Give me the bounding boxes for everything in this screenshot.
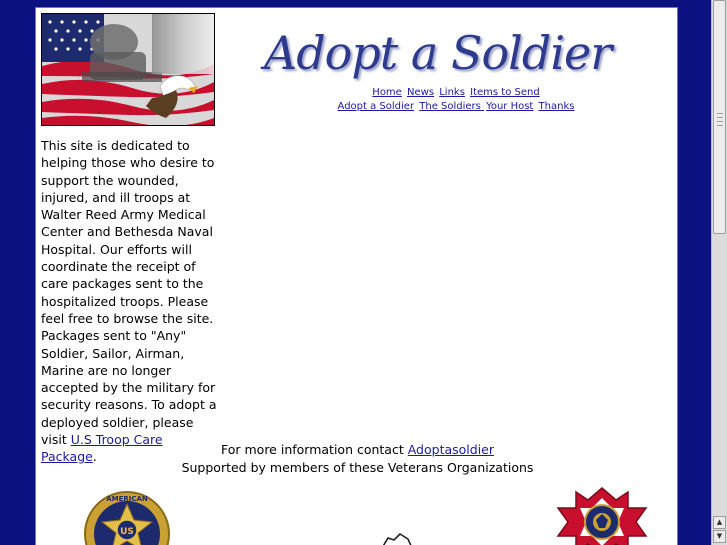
site-title: Adopt a Soldier [264, 26, 612, 80]
nav-link-your-host[interactable]: Your Host [486, 101, 534, 112]
main-navigation [236, 86, 676, 114]
intro-text: This site is dedicated to helping those who desire to support the wounded, injured, and ill troops at Walter Reed Army Medical Center and Bethesda Naval Hospital. Our efforts will coordinate the receipt of care packages sent to the hospitalized troops. Please feel free to browse the site. Packages sent to "Any" Soldier, Sailor, Airman, Marine are no longer accepted by the military for security reasons. To adopt a deployed soldier, please visit [41, 138, 217, 448]
nav-link-thanks[interactable]: Thanks [538, 101, 575, 112]
nav-link-news[interactable]: News [407, 87, 435, 98]
intro-paragraph [41, 137, 219, 466]
contact-line [36, 441, 678, 459]
nav-link-items-to-send[interactable]: Items to Send [470, 87, 540, 98]
thumb-grip-line [717, 113, 723, 114]
nav-row-1 [236, 86, 676, 100]
state-outline-icon [378, 530, 414, 545]
american-legion-logo [84, 488, 170, 545]
legion-ring-text: AMERICAN [106, 495, 148, 503]
nav-link-adopt-a-soldier[interactable]: Adopt a Soldier [337, 101, 415, 112]
troop-care-package-link[interactable]: U.S Troop Care Package [41, 432, 163, 465]
supported-by-text: Supported by members of these Veterans Organizations [181, 459, 534, 475]
nav-link-the-soldiers[interactable]: The Soldiers [419, 101, 485, 112]
vfw-cross-emblem-icon [554, 486, 650, 545]
nav-row-2 [236, 100, 676, 114]
legion-center-text: US [120, 527, 134, 537]
thumb-grip-line [717, 117, 723, 118]
contact-prefix: For more information contact [220, 442, 408, 457]
middle-organization-logo [378, 530, 414, 545]
intro-end: . [92, 449, 97, 465]
adoptasoldier-email-link[interactable]: Adoptasoldier [407, 442, 494, 457]
contact-section [36, 441, 678, 476]
flag-eagle-icon [42, 14, 214, 125]
page-content [35, 7, 678, 545]
vfw-logo [554, 486, 650, 545]
vertical-scrollbar[interactable] [711, 0, 727, 545]
nav-link-links[interactable]: Links [439, 87, 465, 98]
thumb-grip-line [717, 125, 723, 126]
american-legion-emblem-icon [84, 488, 170, 545]
nav-link-home[interactable]: Home [372, 87, 402, 98]
flag-eagle-banner-image [41, 13, 215, 126]
scroll-down-arrow-icon[interactable]: ▼ [713, 530, 726, 543]
scrollbar-thumb[interactable] [713, 0, 726, 234]
scroll-up-arrow-icon[interactable]: ▲ [713, 516, 726, 529]
thumb-grip-line [717, 121, 723, 122]
